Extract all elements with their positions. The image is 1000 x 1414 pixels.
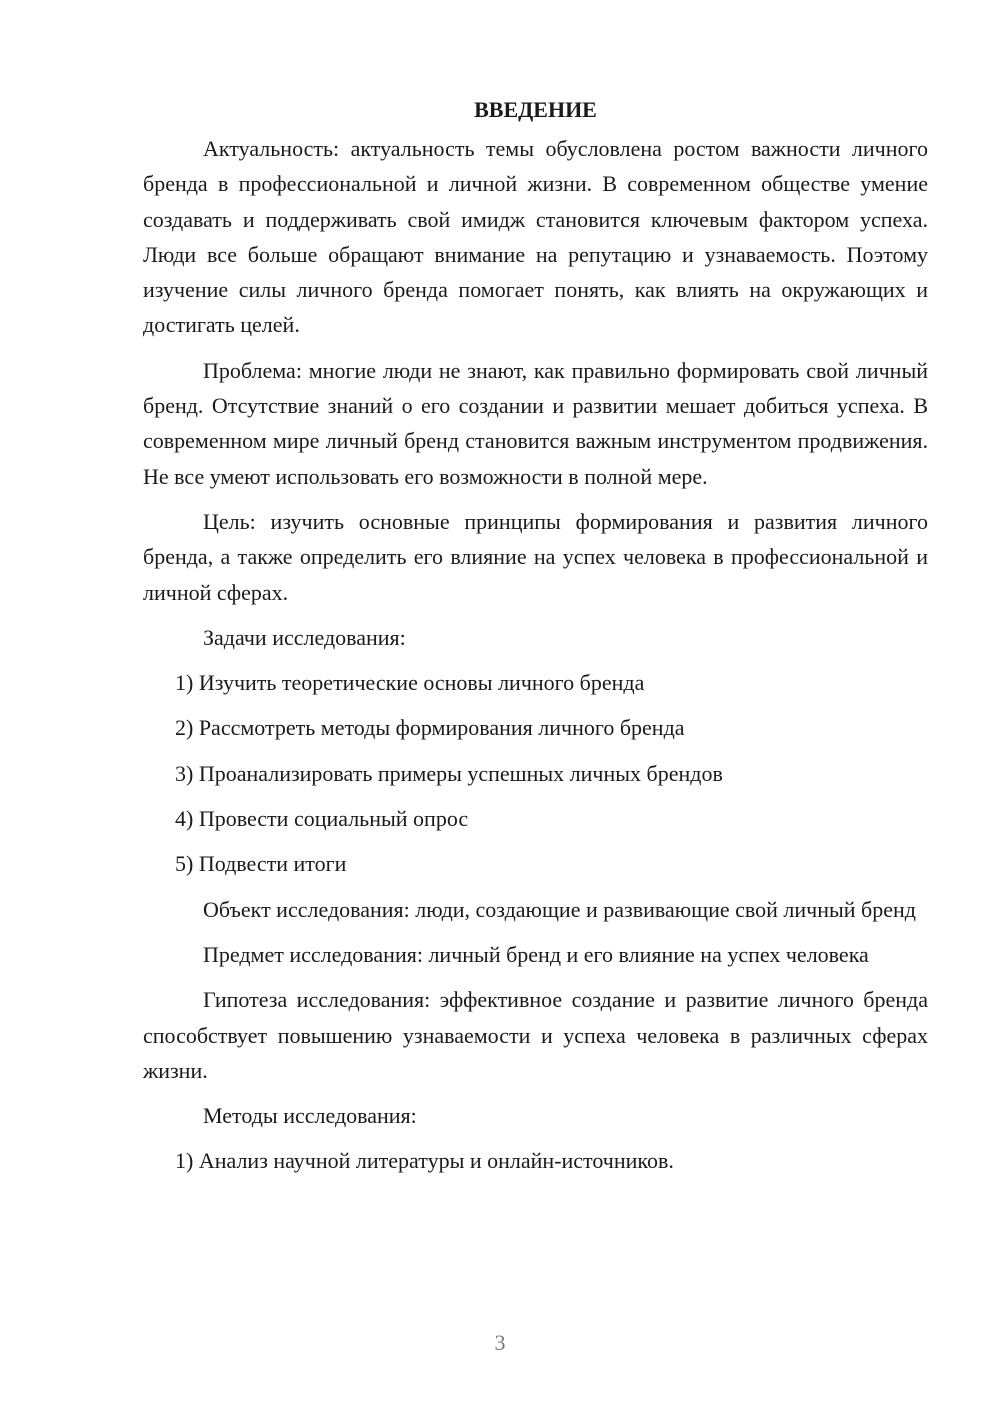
list-item: 1) Изучить теоретические основы личного бренда (175, 670, 645, 696)
list-item: 1) Анализ научной литературы и онлайн-источников. (175, 1148, 674, 1174)
page-content (143, 92, 928, 1189)
list-item: 3) Проанализировать примеры успешных личных брендов (175, 760, 723, 786)
object-paragraph: Объект исследования: люди, создающие и развивающие свой личный бренд (203, 896, 916, 922)
page-number: 3 (494, 1330, 506, 1355)
problem-paragraph: Проблема: многие люди не знают, как правильно формировать свой личный бренд. Отсутствие знаний о его создании и развитии мешает добиться успеха. В современном мире личный бренд становится важным инструментом продвижения. Не все умеют использовать его возможности в полной мере. (143, 357, 928, 489)
tasks-label: Задачи исследования: (203, 624, 406, 650)
section-heading: ВВЕДЕНИЕ (474, 97, 597, 122)
methods-list (143, 1143, 928, 1178)
list-item: 5) Подвести итоги (175, 851, 347, 877)
relevance-paragraph: Актуальность: актуальность темы обусловлена ростом важности личного бренда в профессиональной и личной жизни. В современном обществе умение создавать и поддерживать свой имидж становится ключевым фактором успеха. Люди все больше обращают внимание на репутацию и узнаваемость. Поэтому изучение силы личного бренда помогает понять, как влиять на окружающих и достигать целей. (143, 136, 928, 338)
hypothesis-paragraph: Гипотеза исследования: эффективное создание и развитие личного бренда способствует повышению узнаваемости и успеха человека в различных сферах жизни. (143, 987, 928, 1083)
subject-paragraph: Предмет исследования: личный бренд и его влияние на успех человека (203, 941, 869, 967)
goal-paragraph: Цель: изучить основные принципы формирования и развития личного бренда, а также определить его влияние на успех человека в профессиональной и личной сферах. (143, 508, 928, 605)
list-item: 2) Рассмотреть методы формирования личного бренда (175, 715, 685, 741)
tasks-list (143, 665, 928, 881)
methods-label: Методы исследования: (203, 1103, 417, 1129)
list-item: 4) Провести социальный опрос (175, 806, 469, 832)
